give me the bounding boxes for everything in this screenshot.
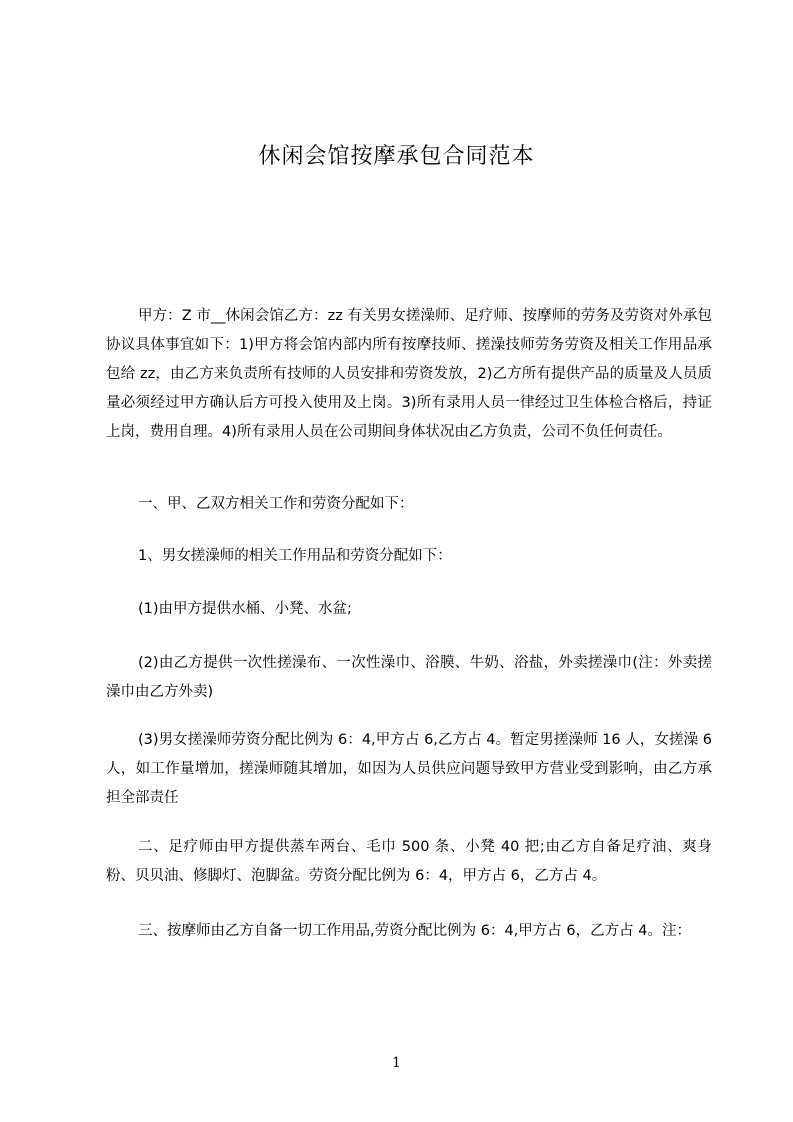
intro-paragraph: 甲方：Z 市__休闲会馆乙方：zz 有关男女搓澡师、足疗师、按摩师的劳务及劳资对外承包协议具体事宜如下：1)甲方将会馆内部内所有按摩技师、搓澡技师劳务劳资及相关工作用品承包给 zz，由乙方来负责所有技师的人员安排和劳资发放，2)乙方所有提供产品的质量及人员质量必须经过甲方确认后方可投入使用及上岗。3)所有录用人员一律经过卫生体检合格后，持证上岗，费用自理。4)所有录用人员在公司期间身体状况由乙方负责，公司不负任何责任。 [106,307,712,440]
section-2-paragraph: 二、足疗师由甲方提供蒸车两台、毛巾 500 条、小凳 40 把;由乙方自备足疗油、爽身粉、贝贝油、修脚灯、泡脚盆。劳资分配比例为 6：4，甲方占 6，乙方占 4。 [106,838,712,884]
section-1-heading: 一、甲、乙双方相关工作和劳资分配如下： [138,495,414,512]
document-title: 休闲会馆按摩承包合同范本 [258,144,535,169]
item-3-paragraph: (3)男女搓澡师劳资分配比例为 6：4,甲方占 6,乙方占 4。暂定男搓澡师 16 人，女搓澡 6 人，如工作量增加，搓澡师随其增加，如因为人员供应问题导致甲方营业受到影响，由乙方承担全部责任 [106,731,712,806]
section-1-1-heading: 1、男女搓澡师的相关工作用品和劳资分配如下： [138,547,452,564]
section-3-paragraph: 三、按摩师由乙方自备一切工作用品,劳资分配比例为 6：4,甲方占 6，乙方占 4。注： [138,922,691,939]
item-2-paragraph: (2)由乙方提供一次性搓澡布、一次性澡巾、浴膜、牛奶、浴盐，外卖搓澡巾(注：外卖搓澡巾由乙方外卖) [106,654,712,700]
page-number: 1 [392,1055,401,1071]
item-1-paragraph: (1)由甲方提供水桶、小凳、水盆; [138,600,352,617]
